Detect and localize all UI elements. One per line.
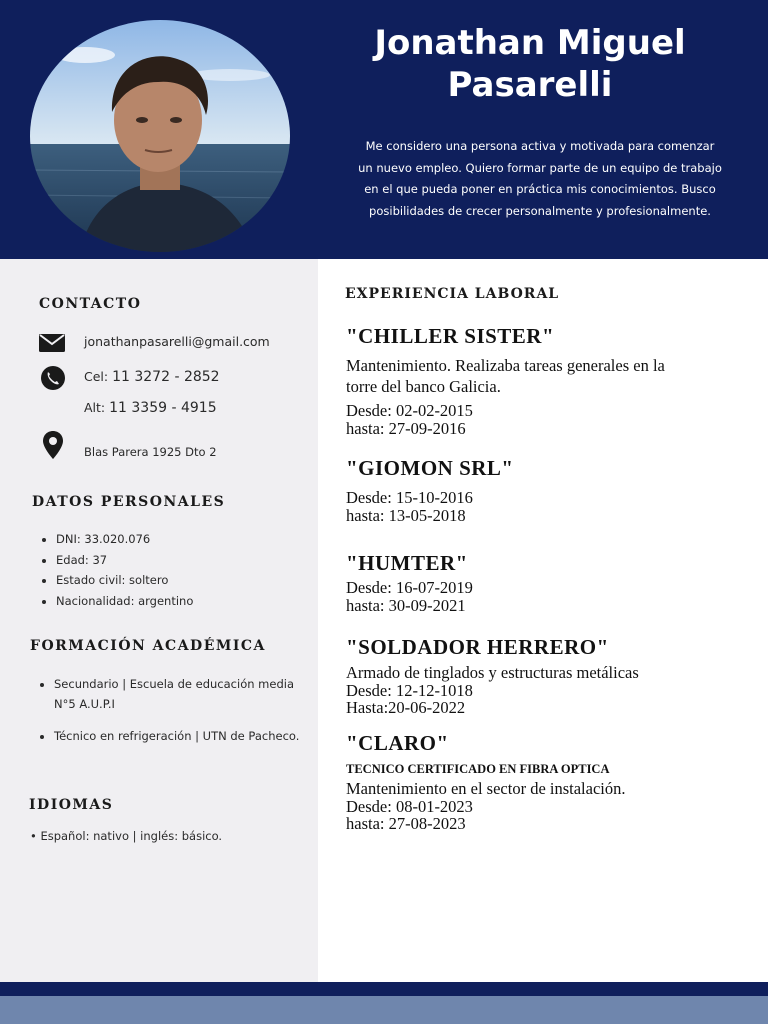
list-item: • Estado civil: soltero	[56, 570, 193, 591]
job-end-date: hasta: 27-09-2016	[346, 419, 466, 438]
phone-primary-value: 11 3272 - 2852	[112, 369, 220, 385]
summary-line: en el que pueda poner en práctica mis conocimientos. Busco	[364, 182, 716, 196]
job-company: "HUMTER"	[346, 551, 468, 575]
languages-title: IDIOMAS	[29, 797, 114, 813]
languages-text: • Español: nativo | inglés: básico.	[30, 829, 223, 843]
job-start-date: Desde: 02-02-2015	[346, 401, 473, 420]
name-line-1: Jonathan Miguel	[374, 23, 686, 63]
job-description: torre del banco Galicia.	[346, 377, 501, 396]
email-icon	[39, 334, 65, 356]
header-banner	[0, 0, 768, 259]
list-item: • Secundario | Escuela de educación media N°5 A.U.P.I	[54, 674, 304, 714]
location-pin-icon	[43, 431, 63, 463]
email-link[interactable]: jonathanpasarelli@gmail.com	[84, 334, 270, 349]
job-company: "SOLDADOR HERRERO"	[346, 635, 609, 659]
job-end-date: Hasta:20-06-2022	[346, 698, 466, 717]
job-start-date: Desde: 08-01-2023	[346, 797, 473, 816]
job-description: Mantenimiento. Realizaba tareas generales en la	[346, 356, 665, 375]
phone-icon	[40, 365, 66, 395]
phone-alt-value: 11 3359 - 4915	[109, 400, 217, 416]
phone-alt-label: Alt:	[84, 400, 106, 415]
candidate-name	[330, 22, 730, 106]
job-company: "GIOMON SRL"	[346, 456, 514, 480]
personal-data-list	[36, 529, 193, 611]
phone-primary-label: Cel:	[84, 369, 109, 384]
job-company: "CLARO"	[346, 731, 449, 755]
job-start-date: Desde: 16-07-2019	[346, 578, 473, 597]
job-company: "CHILLER SISTER"	[346, 324, 555, 348]
profile-summary	[340, 136, 740, 222]
list-item: • DNI: 33.020.076	[56, 529, 193, 550]
profile-photo	[30, 20, 290, 252]
job-start-date: Desde: 15-10-2016	[346, 488, 473, 507]
job-description: Mantenimiento en el sector de instalación.	[346, 779, 626, 798]
job-start-date: Desde: 12-12-1018	[346, 681, 473, 700]
name-line-2: Pasarelli	[447, 65, 613, 105]
list-item: • Nacionalidad: argentino	[56, 591, 193, 612]
job-end-date: hasta: 13-05-2018	[346, 506, 466, 525]
address: Blas Parera 1925 Dto 2	[84, 445, 217, 459]
contact-section-title: CONTACTO	[39, 296, 142, 312]
education-list	[34, 674, 304, 758]
summary-line: un nuevo empleo. Quiero formar parte de un equipo de trabajo	[358, 160, 722, 175]
footer-band-light	[0, 996, 768, 1024]
list-item: • Técnico en refrigeración | UTN de Pacheco.	[54, 726, 304, 746]
footer-band-dark	[0, 982, 768, 996]
phone-primary	[84, 369, 220, 385]
list-item: • Edad: 37	[56, 550, 193, 571]
experience-title: EXPERIENCIA LABORAL	[345, 286, 560, 302]
job-end-date: hasta: 30-09-2021	[346, 596, 466, 615]
summary-line: Me considero una persona activa y motivada para comenzar	[365, 139, 715, 153]
job-subtitle: TECNICO CERTIFICADO EN FIBRA OPTICA	[346, 762, 610, 776]
summary-line: posibilidades de crecer personalmente y profesionalmente.	[369, 203, 711, 218]
personal-data-title: DATOS PERSONALES	[32, 494, 226, 510]
phone-alt	[84, 400, 217, 416]
job-description: Armado de tinglados y estructuras metálicas	[346, 663, 639, 682]
job-end-date: hasta: 27-08-2023	[346, 814, 466, 833]
education-title: FORMACIÓN ACADÉMICA	[30, 638, 266, 654]
